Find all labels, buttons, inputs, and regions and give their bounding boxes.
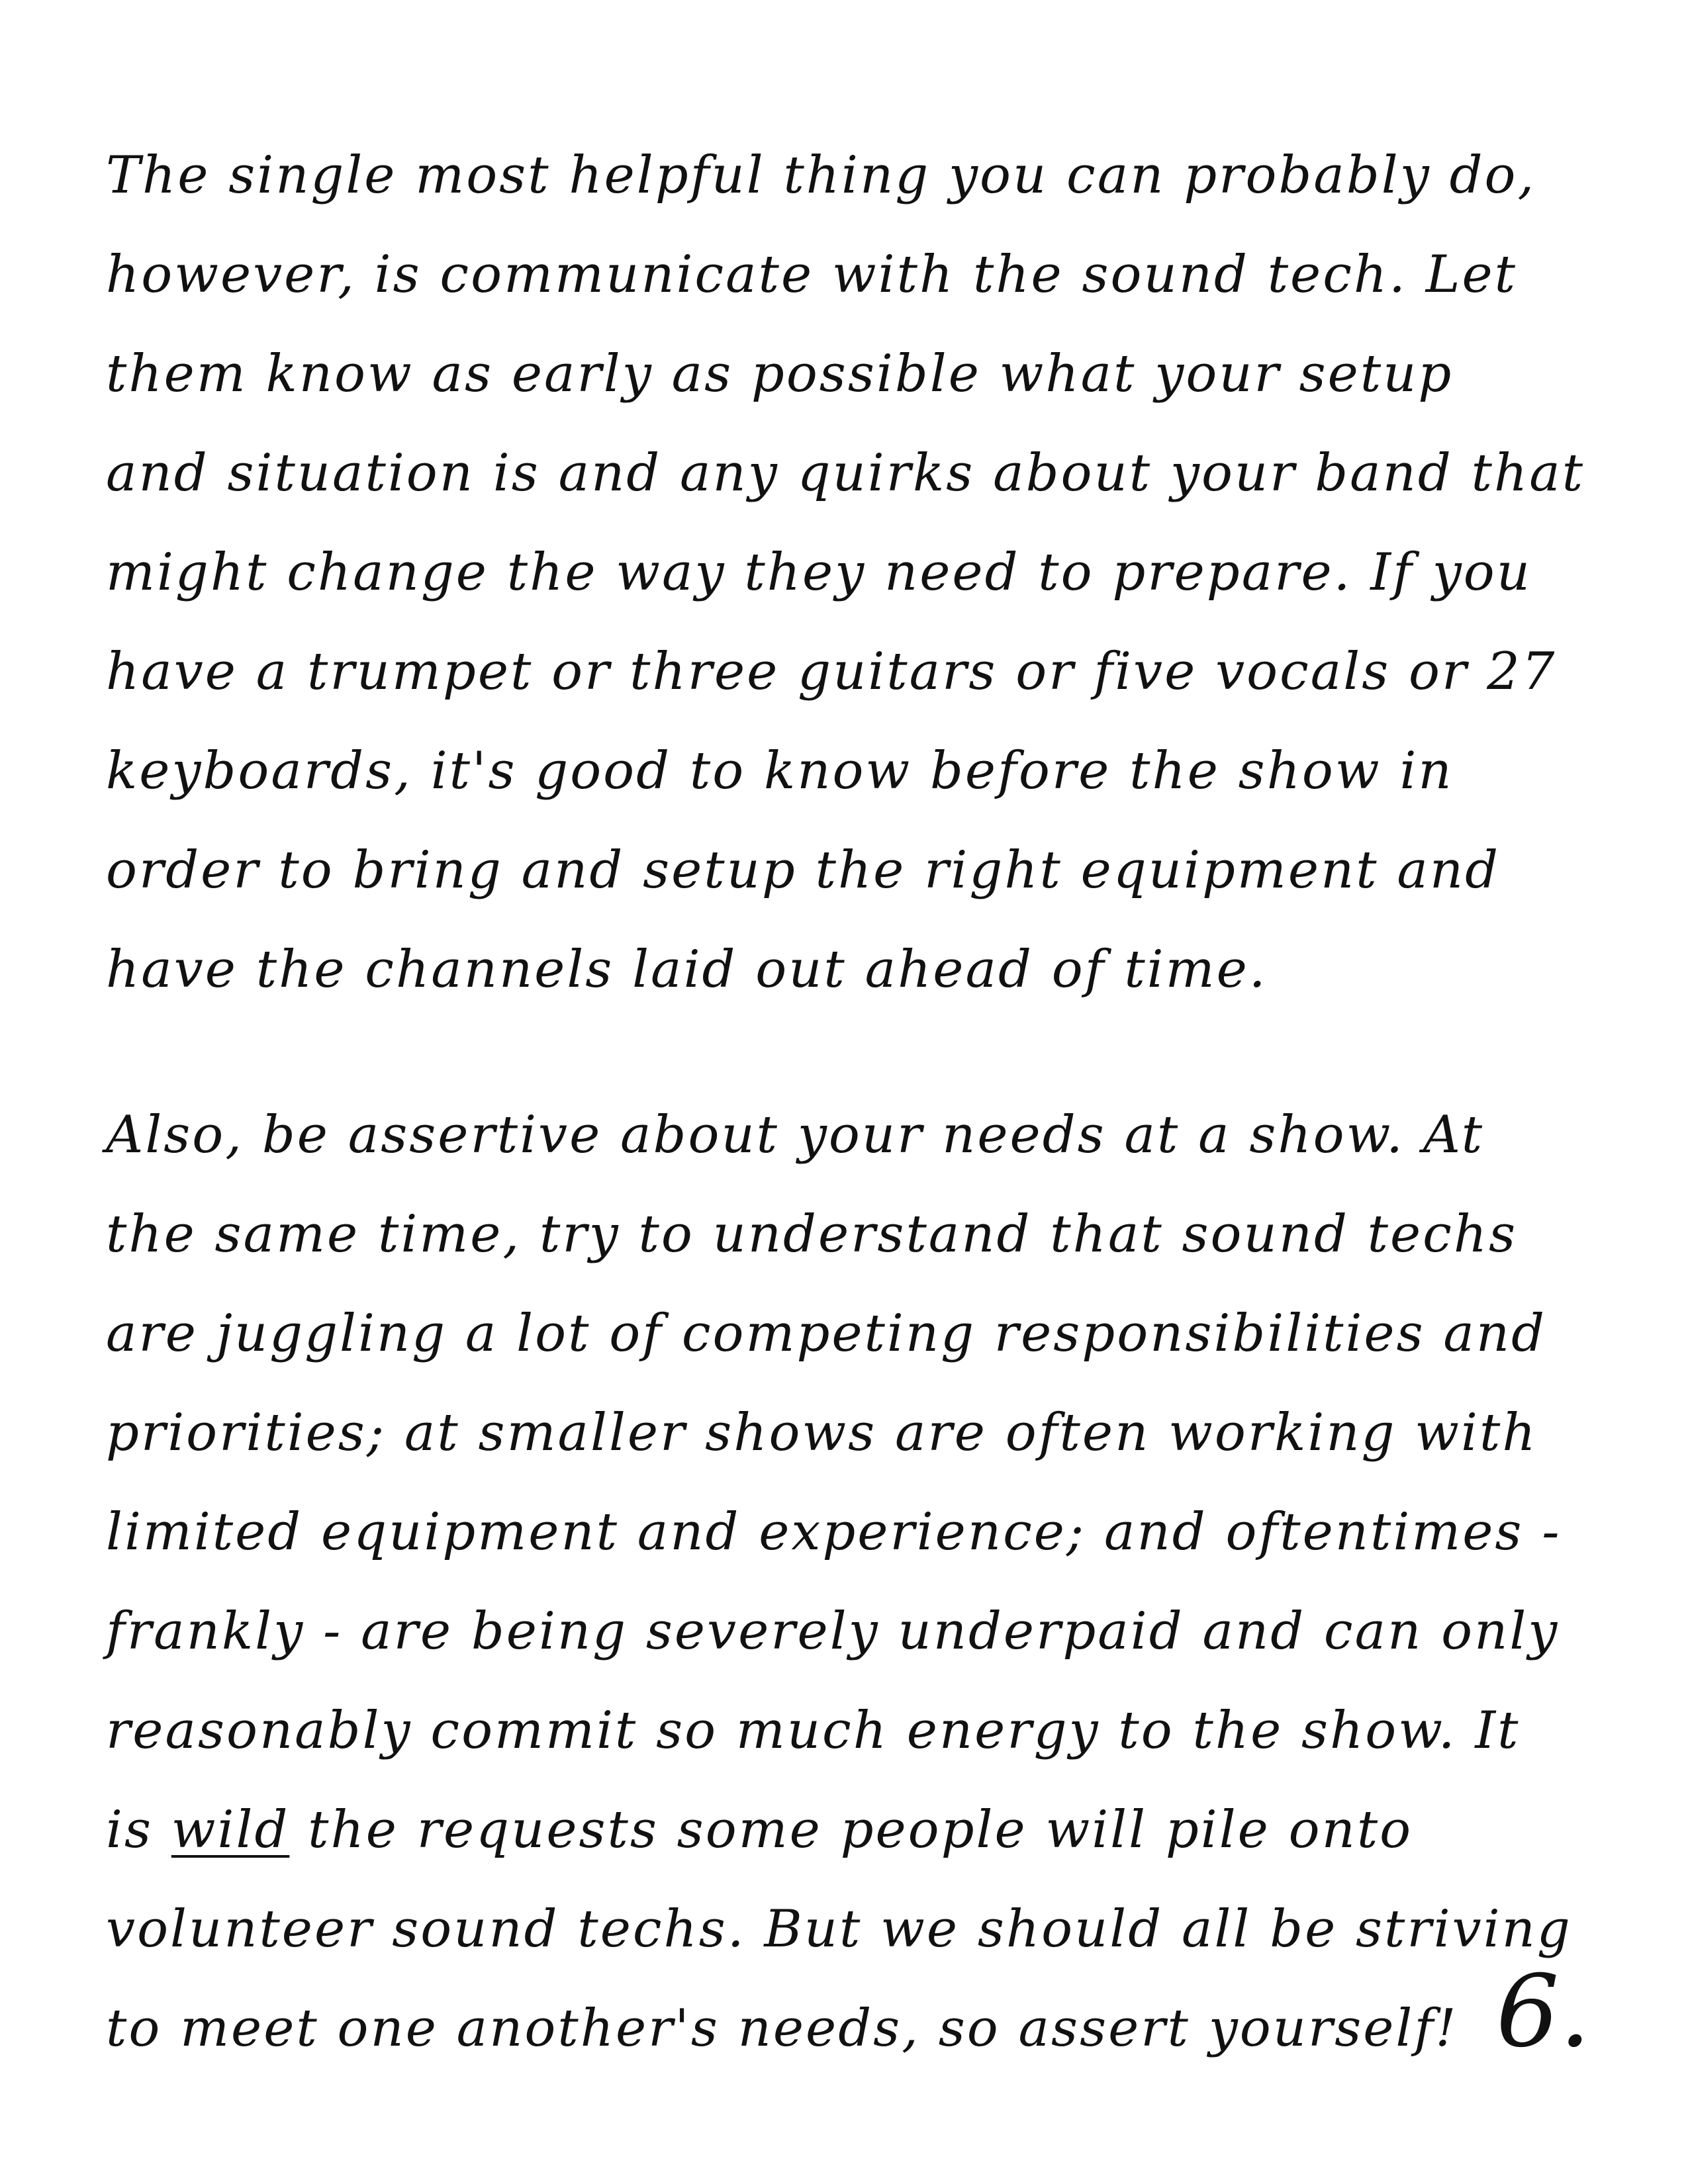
- underlined-word: wild: [171, 1800, 290, 1860]
- text-line: volunteer sound techs. But we should all be striving: [106, 1899, 1572, 1959]
- text-segment: the requests some people will pile onto: [289, 1800, 1413, 1860]
- text-line: the same time, try to understand that sound techs: [106, 1205, 1518, 1264]
- text-line: frankly - are being severely underpaid and can only: [106, 1602, 1560, 1661]
- text-line: them know as early as possible what your setup: [106, 344, 1454, 404]
- text-line: The single most helpful thing you can probably do,: [106, 146, 1536, 205]
- page-number: 6.: [1496, 1954, 1591, 2070]
- text-line: however, is communicate with the sound tech. Let: [106, 245, 1518, 304]
- text-line: limited equipment and experience; and oftentimes -: [106, 1502, 1562, 1562]
- text-line: have the channels laid out ahead of time.: [106, 940, 1268, 999]
- text-line: have a trumpet or three guitars or five vocals or 27: [106, 642, 1557, 702]
- text-line: order to bring and setup the right equipment and: [106, 841, 1501, 900]
- text-line: Also, be assertive about your needs at a show. At: [106, 1105, 1485, 1165]
- text-line: and situation is and any quirks about your band that: [106, 443, 1585, 503]
- text-line: to meet one another's needs, so assert yourself!: [106, 1999, 1458, 2058]
- text-line: keyboards, it's good to know before the show in: [106, 741, 1454, 801]
- paragraph-sound-tech-communication: [106, 126, 1602, 1019]
- text-segment: is: [106, 1800, 171, 1860]
- text-line: are juggling a lot of competing responsibilities and: [106, 1304, 1547, 1363]
- text-line: reasonably commit so much energy to the show. It: [106, 1701, 1521, 1760]
- text-line: might change the way they need to prepare. If you: [106, 543, 1532, 602]
- paragraph-be-assertive: [106, 1085, 1602, 2078]
- text-line-with-emphasis: [106, 1780, 1602, 1880]
- text-line: priorities; at smaller shows are often working with: [106, 1403, 1538, 1463]
